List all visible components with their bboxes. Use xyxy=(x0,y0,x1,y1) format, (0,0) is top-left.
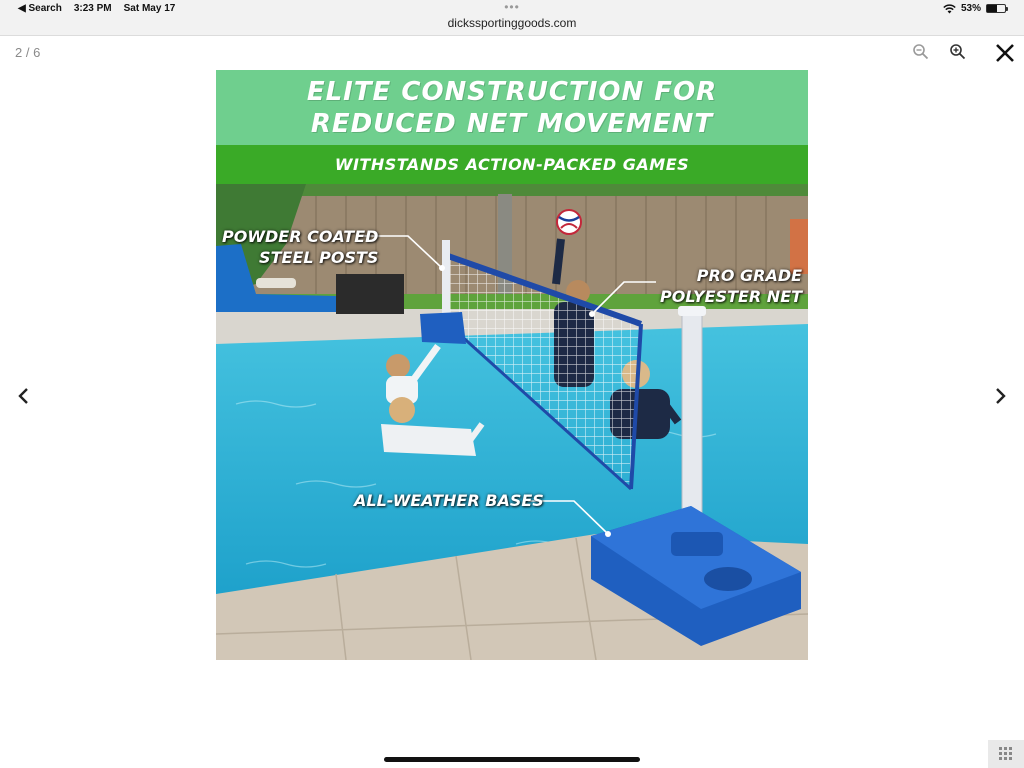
battery-level xyxy=(987,5,997,12)
callout-bases-text: ALL-WEATHER BASES xyxy=(354,491,544,510)
wifi-icon xyxy=(943,4,956,14)
callout-net-line-2: POLYESTER NET xyxy=(660,287,803,306)
headline-line-1: ELITE CONSTRUCTION FOR xyxy=(306,76,718,107)
close-icon[interactable] xyxy=(994,42,1016,64)
grid-icon xyxy=(999,747,1013,761)
back-to-search-link[interactable]: ◀ Search xyxy=(18,3,62,14)
product-image[interactable] xyxy=(216,70,808,660)
multitask-dots-icon[interactable]: ••• xyxy=(504,0,520,14)
home-indicator[interactable] xyxy=(384,757,640,762)
headline-banner xyxy=(216,70,808,145)
pool-volleyball-photo xyxy=(216,184,808,660)
callout-steel-posts xyxy=(222,226,378,268)
umbrella-base xyxy=(336,274,404,314)
zoom-out-icon[interactable] xyxy=(912,43,930,61)
status-date: Sat May 17 xyxy=(123,3,176,14)
battery-icon xyxy=(986,4,1006,13)
subheadline-banner xyxy=(216,145,808,184)
callout-posts-line-2: STEEL POSTS xyxy=(259,248,379,267)
zoom-in-icon[interactable] xyxy=(949,43,967,61)
status-bar xyxy=(0,0,1024,36)
url-display[interactable]: dickssportinggoods.com xyxy=(447,16,577,30)
grid-view-button[interactable] xyxy=(988,740,1024,768)
subheadline: WITHSTANDS ACTION-PACKED GAMES xyxy=(334,155,690,174)
status-bar-right xyxy=(943,3,1006,14)
callout-posts-line-1: POWDER COATED xyxy=(222,227,379,246)
image-counter: 2 / 6 xyxy=(15,45,41,60)
callout-polyester-net xyxy=(660,265,802,307)
status-time: 3:23 PM xyxy=(73,3,112,14)
chevron-right-icon[interactable] xyxy=(990,384,1010,408)
chevron-left-icon[interactable] xyxy=(14,384,34,408)
volleyball xyxy=(557,210,581,234)
callout-weather-bases xyxy=(354,490,544,511)
battery-percent: 53% xyxy=(960,3,981,14)
callout-net-line-1: PRO GRADE xyxy=(696,266,803,285)
headline-line-2: REDUCED NET MOVEMENT xyxy=(310,108,714,139)
chair-pillow xyxy=(256,278,296,288)
